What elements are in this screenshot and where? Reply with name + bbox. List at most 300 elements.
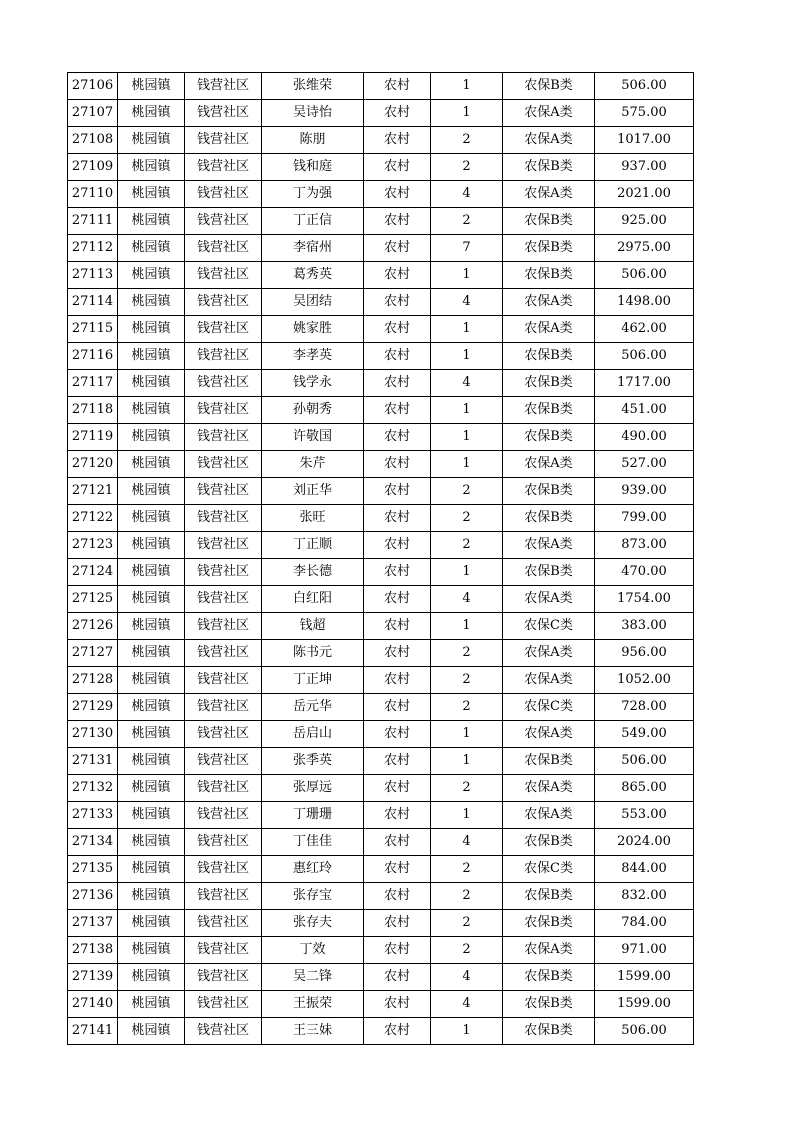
amount-cell: 2024.00 [595, 829, 694, 856]
member-count-cell: 1 [431, 262, 503, 289]
table-row [68, 910, 694, 937]
insurance-category-cell: 农保C类 [503, 694, 595, 721]
record-id-cell: 27120 [68, 451, 118, 478]
member-count-cell: 4 [431, 370, 503, 397]
amount-cell: 506.00 [595, 1018, 694, 1045]
town-cell: 桃园镇 [118, 964, 185, 991]
town-cell: 桃园镇 [118, 451, 185, 478]
community-cell: 钱营社区 [185, 208, 262, 235]
household-type-cell: 农村 [364, 937, 431, 964]
town-cell: 桃园镇 [118, 478, 185, 505]
community-cell: 钱营社区 [185, 856, 262, 883]
member-count-cell: 1 [431, 343, 503, 370]
town-cell: 桃园镇 [118, 694, 185, 721]
name-cell: 姚家胜 [262, 316, 364, 343]
table-row [68, 505, 694, 532]
community-cell: 钱营社区 [185, 775, 262, 802]
name-cell: 惠红玲 [262, 856, 364, 883]
member-count-cell: 4 [431, 964, 503, 991]
insurance-category-cell: 农保A类 [503, 640, 595, 667]
community-cell: 钱营社区 [185, 505, 262, 532]
community-cell: 钱营社区 [185, 883, 262, 910]
record-id-cell: 27122 [68, 505, 118, 532]
insurance-category-cell: 农保B类 [503, 235, 595, 262]
household-type-cell: 农村 [364, 586, 431, 613]
table-row [68, 343, 694, 370]
town-cell: 桃园镇 [118, 424, 185, 451]
member-count-cell: 2 [431, 208, 503, 235]
household-type-cell: 农村 [364, 694, 431, 721]
insurance-category-cell: 农保A类 [503, 181, 595, 208]
amount-cell: 2975.00 [595, 235, 694, 262]
table-row [68, 694, 694, 721]
member-count-cell: 2 [431, 694, 503, 721]
name-cell: 丁正信 [262, 208, 364, 235]
member-count-cell: 2 [431, 910, 503, 937]
table-row [68, 262, 694, 289]
table-row [68, 397, 694, 424]
community-cell: 钱营社区 [185, 73, 262, 100]
household-type-cell: 农村 [364, 289, 431, 316]
household-type-cell: 农村 [364, 478, 431, 505]
member-count-cell: 1 [431, 100, 503, 127]
insurance-category-cell: 农保B类 [503, 262, 595, 289]
insurance-category-cell: 农保A类 [503, 586, 595, 613]
insurance-category-cell: 农保B类 [503, 370, 595, 397]
town-cell: 桃园镇 [118, 883, 185, 910]
member-count-cell: 2 [431, 856, 503, 883]
name-cell: 张旺 [262, 505, 364, 532]
name-cell: 陈朋 [262, 127, 364, 154]
record-id-cell: 27133 [68, 802, 118, 829]
community-cell: 钱营社区 [185, 802, 262, 829]
town-cell: 桃园镇 [118, 559, 185, 586]
insurance-category-cell: 农保C类 [503, 856, 595, 883]
community-cell: 钱营社区 [185, 613, 262, 640]
member-count-cell: 1 [431, 397, 503, 424]
community-cell: 钱营社区 [185, 829, 262, 856]
name-cell: 李宿州 [262, 235, 364, 262]
amount-cell: 506.00 [595, 262, 694, 289]
insurance-category-cell: 农保A类 [503, 937, 595, 964]
town-cell: 桃园镇 [118, 181, 185, 208]
name-cell: 张存宝 [262, 883, 364, 910]
table-row [68, 451, 694, 478]
insurance-category-cell: 农保A类 [503, 451, 595, 478]
town-cell: 桃园镇 [118, 856, 185, 883]
name-cell: 丁效 [262, 937, 364, 964]
table-row [68, 640, 694, 667]
name-cell: 钱学永 [262, 370, 364, 397]
amount-cell: 506.00 [595, 748, 694, 775]
name-cell: 张季英 [262, 748, 364, 775]
table-row [68, 937, 694, 964]
name-cell: 王三妹 [262, 1018, 364, 1045]
member-count-cell: 4 [431, 829, 503, 856]
amount-cell: 1754.00 [595, 586, 694, 613]
amount-cell: 873.00 [595, 532, 694, 559]
town-cell: 桃园镇 [118, 748, 185, 775]
amount-cell: 506.00 [595, 343, 694, 370]
household-type-cell: 农村 [364, 370, 431, 397]
town-cell: 桃园镇 [118, 397, 185, 424]
town-cell: 桃园镇 [118, 73, 185, 100]
household-type-cell: 农村 [364, 100, 431, 127]
member-count-cell: 2 [431, 478, 503, 505]
community-cell: 钱营社区 [185, 1018, 262, 1045]
household-type-cell: 农村 [364, 181, 431, 208]
record-id-cell: 27132 [68, 775, 118, 802]
household-type-cell: 农村 [364, 748, 431, 775]
member-count-cell: 1 [431, 613, 503, 640]
record-id-cell: 27134 [68, 829, 118, 856]
community-cell: 钱营社区 [185, 235, 262, 262]
insurance-category-cell: 农保B类 [503, 478, 595, 505]
insurance-category-cell: 农保B类 [503, 748, 595, 775]
record-id-cell: 27137 [68, 910, 118, 937]
record-id-cell: 27131 [68, 748, 118, 775]
amount-cell: 1599.00 [595, 991, 694, 1018]
amount-cell: 865.00 [595, 775, 694, 802]
town-cell: 桃园镇 [118, 262, 185, 289]
household-type-cell: 农村 [364, 208, 431, 235]
roster-table [67, 72, 694, 1045]
community-cell: 钱营社区 [185, 937, 262, 964]
household-type-cell: 农村 [364, 397, 431, 424]
name-cell: 孙朝秀 [262, 397, 364, 424]
insurance-category-cell: 农保B类 [503, 505, 595, 532]
record-id-cell: 27125 [68, 586, 118, 613]
name-cell: 丁正顺 [262, 532, 364, 559]
amount-cell: 462.00 [595, 316, 694, 343]
table-row [68, 532, 694, 559]
household-type-cell: 农村 [364, 532, 431, 559]
member-count-cell: 1 [431, 451, 503, 478]
amount-cell: 1052.00 [595, 667, 694, 694]
record-id-cell: 27114 [68, 289, 118, 316]
table-row [68, 991, 694, 1018]
community-cell: 钱营社区 [185, 964, 262, 991]
member-count-cell: 2 [431, 883, 503, 910]
table-row [68, 667, 694, 694]
record-id-cell: 27124 [68, 559, 118, 586]
household-type-cell: 农村 [364, 1018, 431, 1045]
insurance-category-cell: 农保A类 [503, 532, 595, 559]
household-type-cell: 农村 [364, 127, 431, 154]
town-cell: 桃园镇 [118, 829, 185, 856]
name-cell: 朱芹 [262, 451, 364, 478]
household-type-cell: 农村 [364, 991, 431, 1018]
town-cell: 桃园镇 [118, 586, 185, 613]
amount-cell: 784.00 [595, 910, 694, 937]
insurance-category-cell: 农保A类 [503, 289, 595, 316]
insurance-category-cell: 农保B类 [503, 397, 595, 424]
name-cell: 丁佳佳 [262, 829, 364, 856]
insurance-category-cell: 农保A类 [503, 775, 595, 802]
table-row [68, 181, 694, 208]
name-cell: 丁正坤 [262, 667, 364, 694]
member-count-cell: 2 [431, 532, 503, 559]
community-cell: 钱营社区 [185, 667, 262, 694]
household-type-cell: 农村 [364, 505, 431, 532]
town-cell: 桃园镇 [118, 289, 185, 316]
insurance-category-cell: 农保A类 [503, 721, 595, 748]
insurance-category-cell: 农保B类 [503, 991, 595, 1018]
household-type-cell: 农村 [364, 235, 431, 262]
amount-cell: 799.00 [595, 505, 694, 532]
community-cell: 钱营社区 [185, 370, 262, 397]
town-cell: 桃园镇 [118, 910, 185, 937]
record-id-cell: 27140 [68, 991, 118, 1018]
community-cell: 钱营社区 [185, 748, 262, 775]
insurance-category-cell: 农保B类 [503, 73, 595, 100]
household-type-cell: 农村 [364, 667, 431, 694]
insurance-category-cell: 农保B类 [503, 154, 595, 181]
member-count-cell: 2 [431, 505, 503, 532]
insurance-category-cell: 农保A类 [503, 100, 595, 127]
name-cell: 钱和庭 [262, 154, 364, 181]
member-count-cell: 1 [431, 721, 503, 748]
table-row [68, 316, 694, 343]
household-type-cell: 农村 [364, 343, 431, 370]
name-cell: 钱超 [262, 613, 364, 640]
record-id-cell: 27116 [68, 343, 118, 370]
amount-cell: 832.00 [595, 883, 694, 910]
household-type-cell: 农村 [364, 73, 431, 100]
amount-cell: 506.00 [595, 73, 694, 100]
record-id-cell: 27141 [68, 1018, 118, 1045]
household-type-cell: 农村 [364, 154, 431, 181]
household-type-cell: 农村 [364, 883, 431, 910]
household-type-cell: 农村 [364, 829, 431, 856]
amount-cell: 549.00 [595, 721, 694, 748]
name-cell: 张维荣 [262, 73, 364, 100]
insurance-category-cell: 农保A类 [503, 127, 595, 154]
community-cell: 钱营社区 [185, 127, 262, 154]
insurance-category-cell: 农保B类 [503, 1018, 595, 1045]
member-count-cell: 1 [431, 1018, 503, 1045]
name-cell: 陈书元 [262, 640, 364, 667]
name-cell: 张存夫 [262, 910, 364, 937]
amount-cell: 1717.00 [595, 370, 694, 397]
household-type-cell: 农村 [364, 316, 431, 343]
table-row [68, 235, 694, 262]
table-row [68, 154, 694, 181]
record-id-cell: 27123 [68, 532, 118, 559]
household-type-cell: 农村 [364, 721, 431, 748]
table-row [68, 73, 694, 100]
household-type-cell: 农村 [364, 262, 431, 289]
insurance-category-cell: 农保A类 [503, 667, 595, 694]
member-count-cell: 1 [431, 316, 503, 343]
town-cell: 桃园镇 [118, 937, 185, 964]
household-type-cell: 农村 [364, 559, 431, 586]
record-id-cell: 27127 [68, 640, 118, 667]
record-id-cell: 27129 [68, 694, 118, 721]
insurance-category-cell: 农保B类 [503, 424, 595, 451]
amount-cell: 553.00 [595, 802, 694, 829]
name-cell: 刘正华 [262, 478, 364, 505]
insurance-category-cell: 农保B类 [503, 208, 595, 235]
town-cell: 桃园镇 [118, 532, 185, 559]
record-id-cell: 27113 [68, 262, 118, 289]
record-id-cell: 27136 [68, 883, 118, 910]
record-id-cell: 27106 [68, 73, 118, 100]
member-count-cell: 2 [431, 667, 503, 694]
household-type-cell: 农村 [364, 424, 431, 451]
table-row [68, 478, 694, 505]
town-cell: 桃园镇 [118, 235, 185, 262]
community-cell: 钱营社区 [185, 397, 262, 424]
member-count-cell: 1 [431, 73, 503, 100]
household-type-cell: 农村 [364, 964, 431, 991]
name-cell: 葛秀英 [262, 262, 364, 289]
roster-body [68, 73, 694, 1045]
community-cell: 钱营社区 [185, 154, 262, 181]
town-cell: 桃园镇 [118, 775, 185, 802]
town-cell: 桃园镇 [118, 1018, 185, 1045]
community-cell: 钱营社区 [185, 451, 262, 478]
town-cell: 桃园镇 [118, 640, 185, 667]
record-id-cell: 27138 [68, 937, 118, 964]
table-row [68, 883, 694, 910]
insurance-category-cell: 农保B类 [503, 559, 595, 586]
table-row [68, 748, 694, 775]
town-cell: 桃园镇 [118, 991, 185, 1018]
amount-cell: 937.00 [595, 154, 694, 181]
name-cell: 李长德 [262, 559, 364, 586]
town-cell: 桃园镇 [118, 154, 185, 181]
community-cell: 钱营社区 [185, 478, 262, 505]
name-cell: 许敬国 [262, 424, 364, 451]
member-count-cell: 1 [431, 424, 503, 451]
table-row [68, 559, 694, 586]
amount-cell: 575.00 [595, 100, 694, 127]
member-count-cell: 4 [431, 289, 503, 316]
town-cell: 桃园镇 [118, 127, 185, 154]
household-type-cell: 农村 [364, 856, 431, 883]
household-type-cell: 农村 [364, 910, 431, 937]
record-id-cell: 27117 [68, 370, 118, 397]
amount-cell: 527.00 [595, 451, 694, 478]
amount-cell: 451.00 [595, 397, 694, 424]
town-cell: 桃园镇 [118, 721, 185, 748]
record-id-cell: 27130 [68, 721, 118, 748]
insurance-category-cell: 农保B类 [503, 910, 595, 937]
table-row [68, 100, 694, 127]
insurance-category-cell: 农保A类 [503, 802, 595, 829]
amount-cell: 1498.00 [595, 289, 694, 316]
member-count-cell: 2 [431, 937, 503, 964]
record-id-cell: 27119 [68, 424, 118, 451]
table-row [68, 586, 694, 613]
member-count-cell: 4 [431, 991, 503, 1018]
community-cell: 钱营社区 [185, 586, 262, 613]
record-id-cell: 27135 [68, 856, 118, 883]
record-id-cell: 27139 [68, 964, 118, 991]
name-cell: 王振荣 [262, 991, 364, 1018]
community-cell: 钱营社区 [185, 694, 262, 721]
amount-cell: 2021.00 [595, 181, 694, 208]
name-cell: 岳元华 [262, 694, 364, 721]
community-cell: 钱营社区 [185, 640, 262, 667]
member-count-cell: 7 [431, 235, 503, 262]
community-cell: 钱营社区 [185, 424, 262, 451]
name-cell: 李孝英 [262, 343, 364, 370]
town-cell: 桃园镇 [118, 802, 185, 829]
table-row [68, 613, 694, 640]
amount-cell: 844.00 [595, 856, 694, 883]
household-type-cell: 农村 [364, 802, 431, 829]
community-cell: 钱营社区 [185, 181, 262, 208]
table-row [68, 802, 694, 829]
household-type-cell: 农村 [364, 451, 431, 478]
record-id-cell: 27111 [68, 208, 118, 235]
record-id-cell: 27108 [68, 127, 118, 154]
table-row [68, 127, 694, 154]
member-count-cell: 1 [431, 802, 503, 829]
insurance-category-cell: 农保B类 [503, 343, 595, 370]
amount-cell: 728.00 [595, 694, 694, 721]
town-cell: 桃园镇 [118, 316, 185, 343]
household-type-cell: 农村 [364, 775, 431, 802]
community-cell: 钱营社区 [185, 262, 262, 289]
community-cell: 钱营社区 [185, 721, 262, 748]
community-cell: 钱营社区 [185, 100, 262, 127]
amount-cell: 383.00 [595, 613, 694, 640]
insurance-category-cell: 农保C类 [503, 613, 595, 640]
insurance-category-cell: 农保B类 [503, 829, 595, 856]
community-cell: 钱营社区 [185, 991, 262, 1018]
amount-cell: 956.00 [595, 640, 694, 667]
record-id-cell: 27118 [68, 397, 118, 424]
name-cell: 丁珊珊 [262, 802, 364, 829]
community-cell: 钱营社区 [185, 316, 262, 343]
community-cell: 钱营社区 [185, 289, 262, 316]
amount-cell: 1017.00 [595, 127, 694, 154]
town-cell: 桃园镇 [118, 613, 185, 640]
member-count-cell: 1 [431, 559, 503, 586]
record-id-cell: 27110 [68, 181, 118, 208]
community-cell: 钱营社区 [185, 532, 262, 559]
town-cell: 桃园镇 [118, 505, 185, 532]
table-row [68, 829, 694, 856]
record-id-cell: 27126 [68, 613, 118, 640]
member-count-cell: 2 [431, 154, 503, 181]
name-cell: 岳启山 [262, 721, 364, 748]
record-id-cell: 27128 [68, 667, 118, 694]
name-cell: 白红阳 [262, 586, 364, 613]
table-row [68, 775, 694, 802]
table-row [68, 1018, 694, 1045]
amount-cell: 490.00 [595, 424, 694, 451]
table-row [68, 370, 694, 397]
household-type-cell: 农村 [364, 613, 431, 640]
member-count-cell: 4 [431, 586, 503, 613]
name-cell: 张厚远 [262, 775, 364, 802]
town-cell: 桃园镇 [118, 667, 185, 694]
record-id-cell: 27107 [68, 100, 118, 127]
name-cell: 吴二锋 [262, 964, 364, 991]
member-count-cell: 2 [431, 127, 503, 154]
community-cell: 钱营社区 [185, 559, 262, 586]
record-id-cell: 27121 [68, 478, 118, 505]
table-row [68, 289, 694, 316]
table-row [68, 856, 694, 883]
name-cell: 吴团结 [262, 289, 364, 316]
record-id-cell: 27112 [68, 235, 118, 262]
household-type-cell: 农村 [364, 640, 431, 667]
